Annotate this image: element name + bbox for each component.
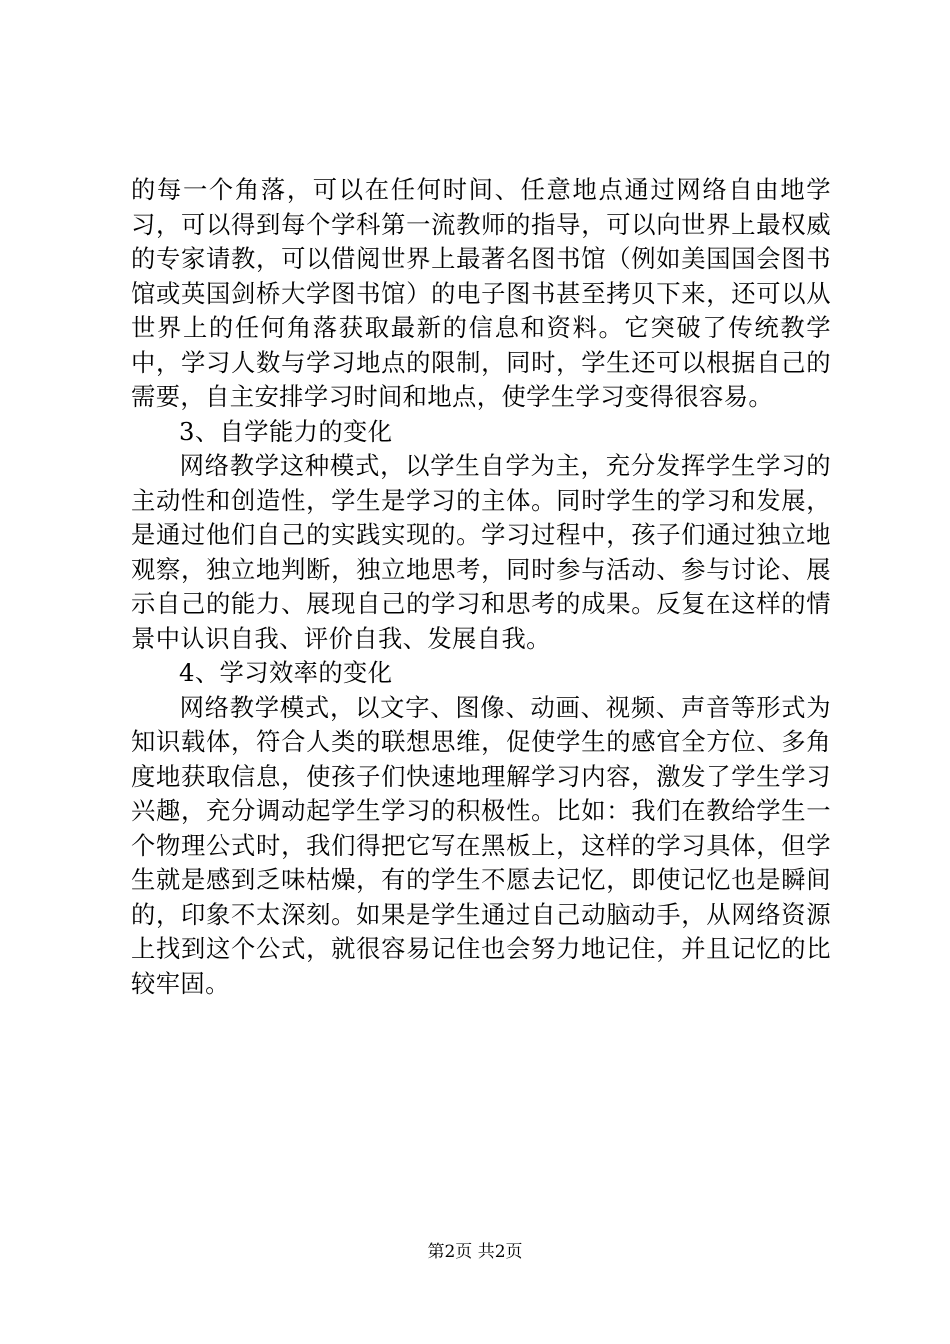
body-paragraph-1: 的每一个角落，可以在任何时间、任意地点通过网络自由地学习，可以得到每个学科第一流教师的指导，可以向世界上最权威的专家请教，可以借阅世界上最著名图书馆（例如美国国会图书馆或英国剑桥大学图书馆）的电子图书甚至拷贝下来，还可以从世界上的任何角落获取最新的信息和资料。它突破了传统教学中，学习人数与学习地点的限制，同时，学生还可以根据自己的需要，自主安排学习时间和地点，使学生学习变得很容易。 — [131, 175, 831, 411]
section-heading-3: 3、自学能力的变化 — [179, 416, 393, 446]
section-heading-4: 4、学习效率的变化 — [179, 658, 393, 687]
page-footer: 第2页 共2页 — [427, 1242, 523, 1262]
body-paragraph-3: 网络教学模式，以文字、图像、动画、视频、声音等形式为知识载体，符合人类的联想思维，促使学生的感官全方位、多角度地获取信息，使孩子们快速地理解学习内容，激发了学生学习兴趣，充分调动起学生学习的积极性。比如：我们在教给学生一个物理公式时，我们得把它写在黑板上，这样的学习具体，但学生就是感到乏味枯燥，有的学生不愿去记忆，即使记忆也是瞬间的，印象不太深刻。如果是学生通过自己动脑动手，从网络资源上找到这个公式，就很容易记住也会努力地记住，并且记忆的比较牢固。 — [131, 692, 831, 998]
document-body — [131, 173, 831, 1001]
body-paragraph-2: 网络教学这种模式，以学生自学为主，充分发挥学生学习的主动性和创造性，学生是学习的主体。同时学生的学习和发展，是通过他们自己的实践实现的。学习过程中，孩子们通过独立地观察，独立地判断，独立地思考，同时参与活动、参与讨论、展示自己的能力、展现自己的学习和思考的成果。反复在这样的情景中认识自我、评价自我、发展自我。 — [131, 451, 831, 653]
